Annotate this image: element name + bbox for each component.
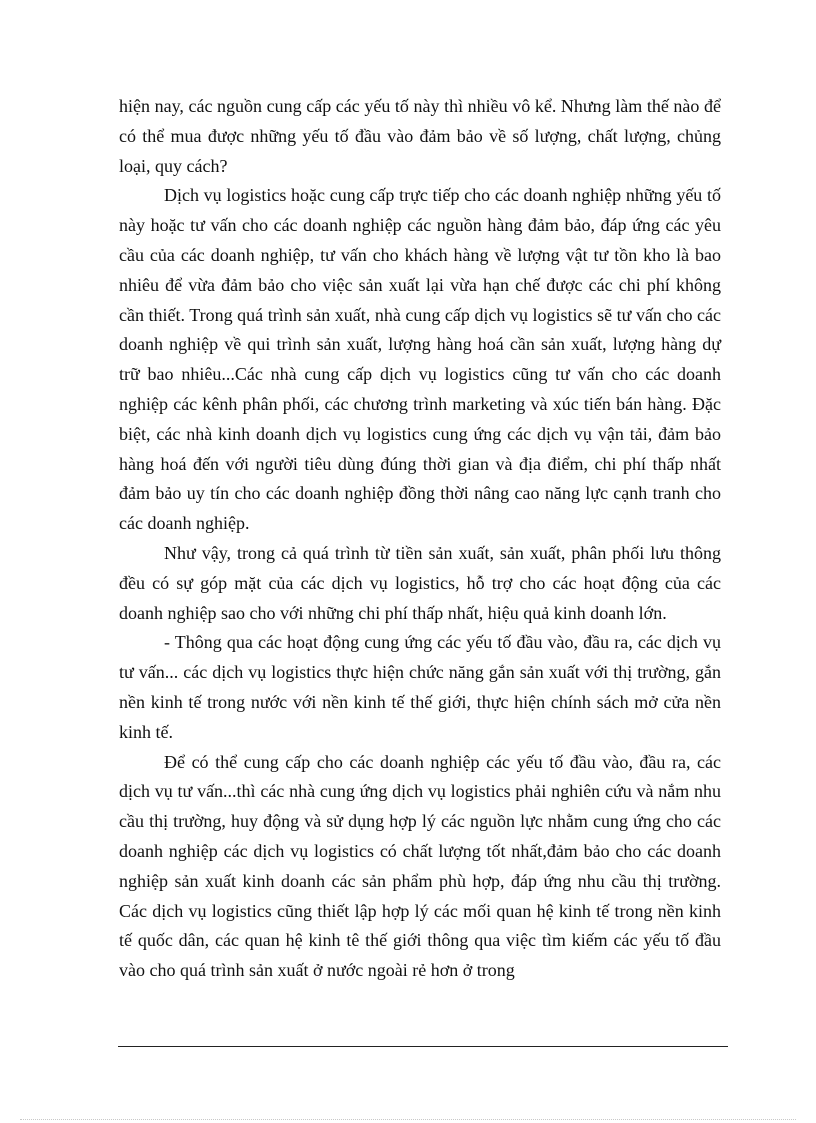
paragraph-market-research: Để có thể cung cấp cho các doanh nghiệp các yếu tố đầu vào, đầu ra, các dịch vụ tư vấn...thì các nhà cung ứng dịch vụ logistics phải nghiên cứu và nắm nhu cầu thị trường, huy động và sử dụng hợp lý các nguồn lực nhằm cung ứng cho các doanh nghiệp các dịch vụ logistics có chất lượng tốt nhất,đảm bảo cho các doanh nghiệp sản xuất kinh doanh các sản phẩm phù hợp, đáp ứng nhu cầu thị trường. Các dịch vụ logistics cũng thiết lập hợp lý các mối quan hệ kinh tế trong nền kinh tế quốc dân, các quan hệ kinh tê thế giới thông qua việc tìm kiếm các yếu tố đầu vào cho quá trình sản xuất ở nước ngoài rẻ hơn ở trong (119, 751, 721, 981)
paragraph-bullet-market-link: - Thông qua các hoạt động cung ứng các yếu tố đầu vào, đầu ra, các dịch vụ tư vấn... các dịch vụ logistics thực hiện chức năng gắn sản xuất với thị trường, gắn nền kinh tế trong nước với nền kinh tế thế giới, thực hiện chính sách mở cửa nền kinh tế. (119, 632, 721, 742)
paragraph-logistics-services: Dịch vụ logistics hoặc cung cấp trực tiếp cho các doanh nghiệp những yếu tố này hoặc tư vấn cho các doanh nghiệp các nguồn hàng đảm bảo, đáp ứng các yêu cầu của các doanh nghiệp, tư vấn cho khách hàng về lượng vật tư tồn kho là bao nhiêu để vừa đảm bảo cho việc sản xuất lại vừa hạn chế được các chi phí không cần thiết. Trong quá trình sản xuất, nhà cung cấp dịch vụ logistics sẽ tư vấn cho các doanh nghiệp về qui trình sản xuất, lượng hàng hoá cần sản xuất, lượng hàng dự trữ bao nhiêu...Các nhà cung cấp dịch vụ logistics cũng tư vấn cho các doanh nghiệp các kênh phân phối, các chương trình marketing và xúc tiến bán hàng. Đặc biệt, các nhà kinh doanh dịch vụ logistics cung ứng các dịch vụ vận tải, đảm bảo hàng hoá đến với người tiêu dùng đúng thời gian và địa điểm, chi phí thấp nhất đảm bảo uy tín cho các doanh nghiệp đồng thời nâng cao năng lực cạnh tranh cho các doanh nghiệp. (119, 185, 721, 534)
document-body (119, 92, 721, 986)
paragraph-continuation: hiện nay, các nguồn cung cấp các yếu tố này thì nhiều vô kể. Nhưng làm thế nào để có thể mua được những yếu tố đầu vào đảm bảo về số lượng, chất lượng, chủng loại, quy cách? (119, 96, 721, 176)
paragraph-summary: Như vậy, trong cả quá trình từ tiền sản xuất, sản xuất, phân phối lưu thông đều có sự góp mặt của các dịch vụ logistics, hỗ trợ cho các hoạt động của các doanh nghiệp sao cho với những chi phí thấp nhất, hiệu quả kinh doanh lớn. (119, 542, 721, 623)
footer-divider (118, 1046, 728, 1047)
page-edge-dotted-line (20, 1119, 796, 1120)
